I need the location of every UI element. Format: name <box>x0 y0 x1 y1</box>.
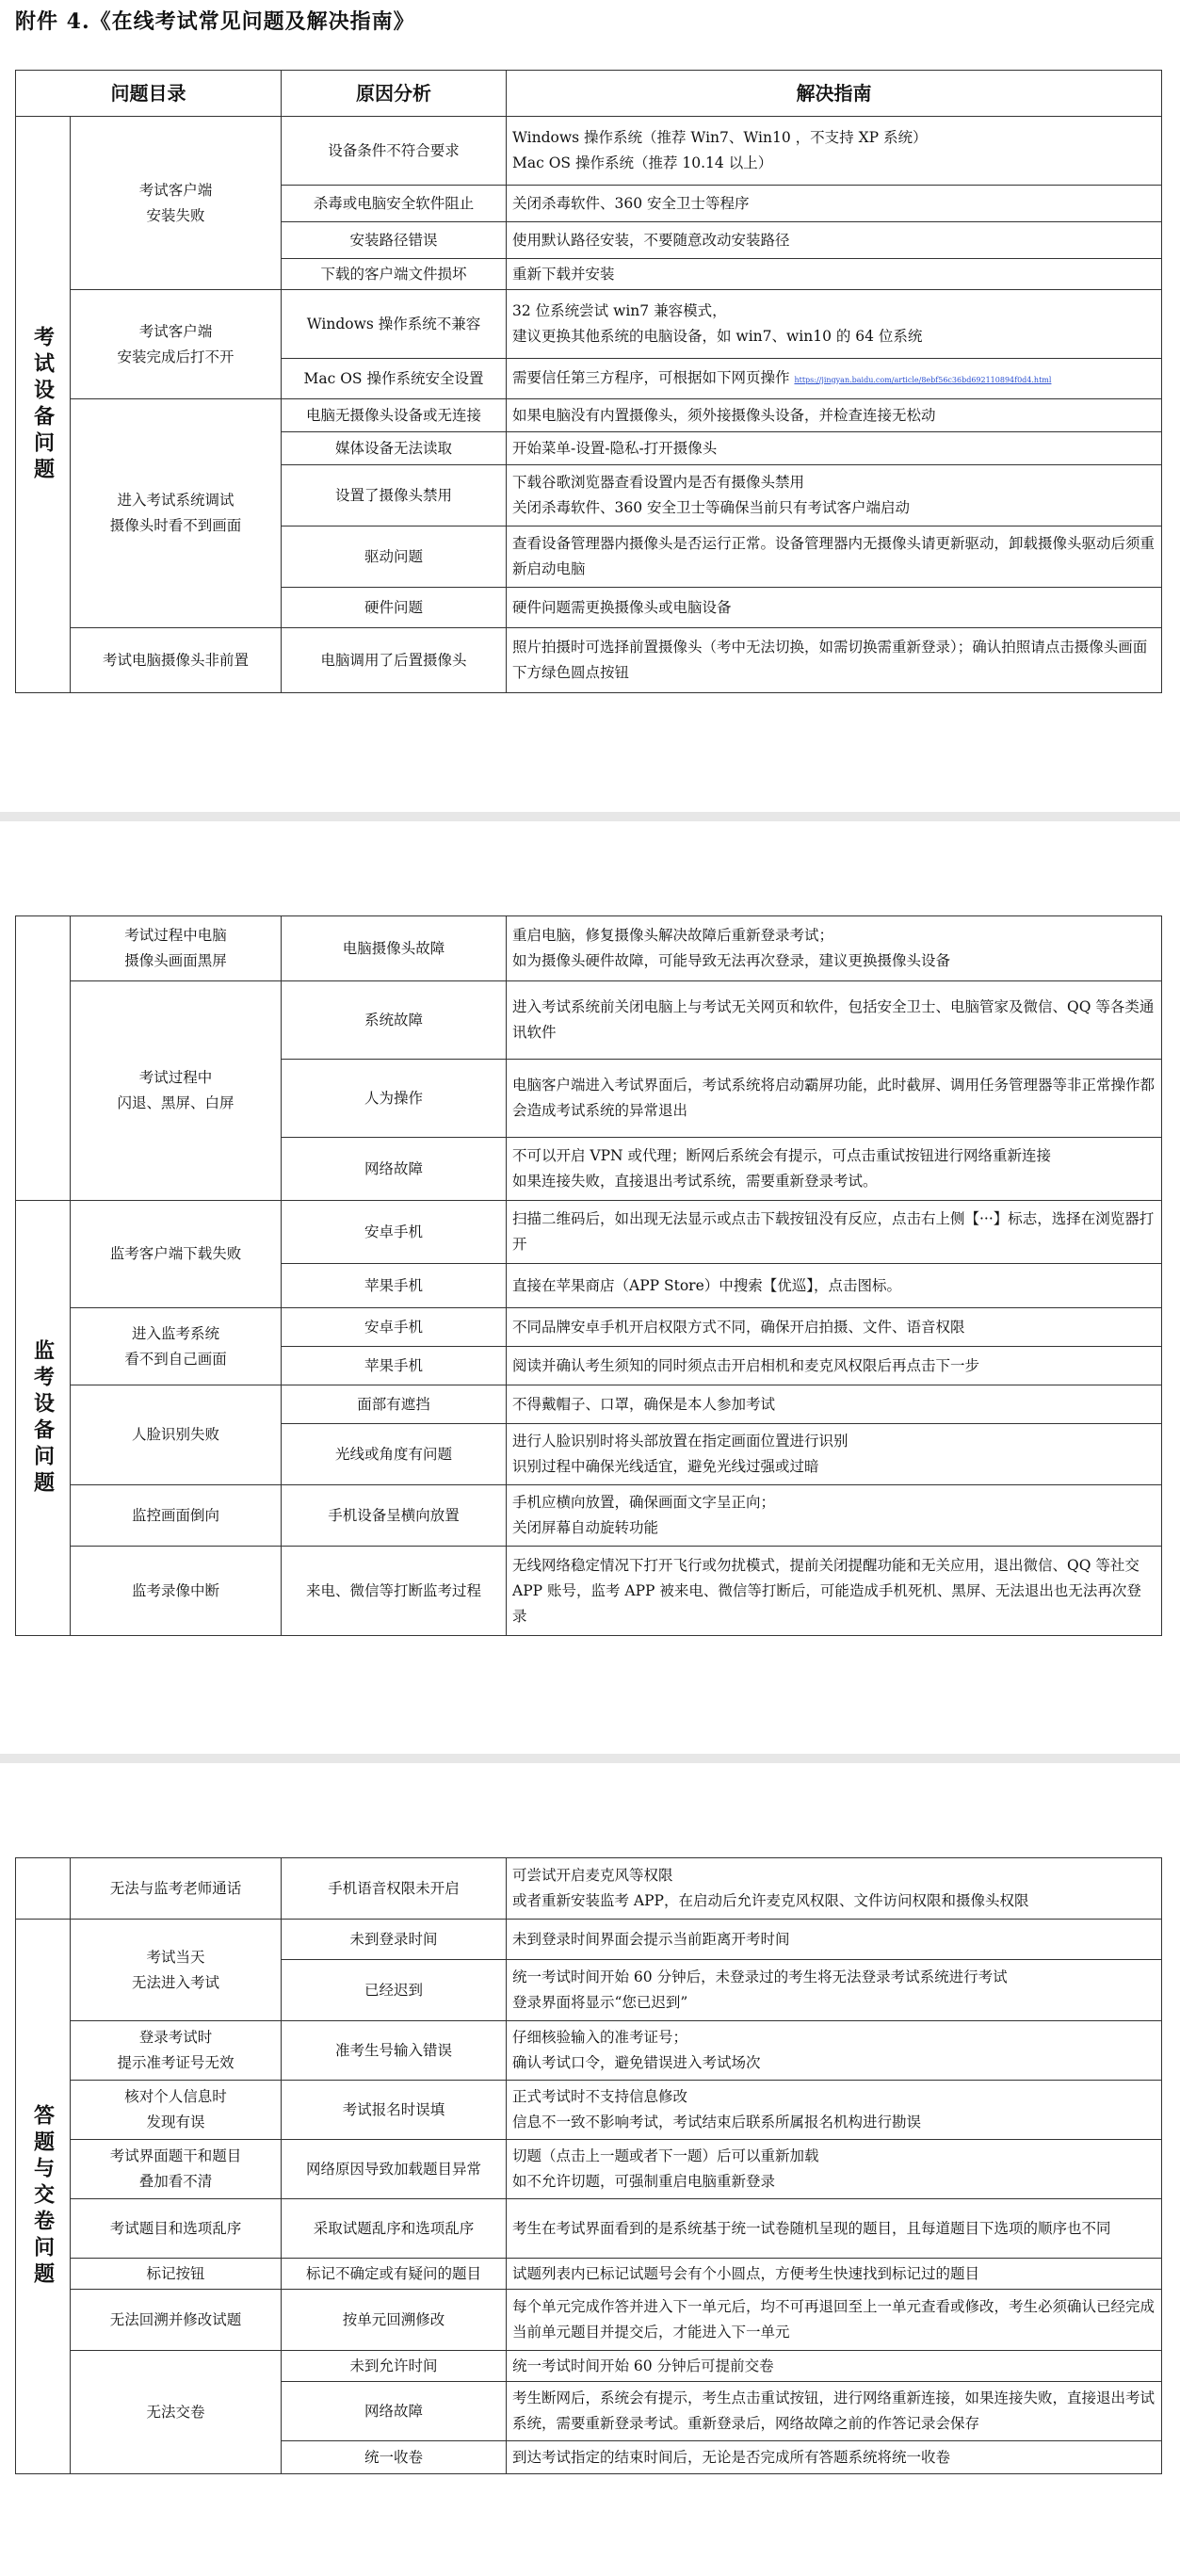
solution-cell: 每个单元完成作答并进入下一单元后，均不可再退回至上一单元查看或修改，考生必须确认已经完成当前单元题目并提交后，才能进入下一单元 <box>507 2290 1162 2351</box>
problem-cell: 无法交卷 <box>71 2351 282 2474</box>
page-1 <box>0 0 1180 810</box>
page-2 <box>0 821 1180 1752</box>
page-separator <box>0 812 1180 821</box>
solution-cell <box>507 290 1162 359</box>
solution-cell: 到达考试指定的结束时间后，无论是否完成所有答题系统将统一收卷 <box>507 2441 1162 2474</box>
cause-cell: 已经迟到 <box>282 1960 507 2021</box>
solution-cell: 考生断网后，系统会有提示，考生点击重试按钮，进行网络重新连接，如果连接失败，直接退出考试系统，需要重新登录考试。重新登录后，网络故障之前的作答记录会保存 <box>507 2382 1162 2441</box>
cause-cell: 设备条件不符合要求 <box>282 117 507 186</box>
solution-cell <box>507 1858 1162 1920</box>
table-row <box>16 399 1162 432</box>
solution-text: 登录界面将显示“您已迟到” <box>512 1994 688 2011</box>
header-problem: 问题目录 <box>16 71 282 117</box>
problem-text: 提示准考证号无效 <box>117 2054 234 2071</box>
problem-cell: 无法与监考老师通话 <box>71 1858 282 1920</box>
faq-table-2 <box>15 915 1162 1636</box>
solution-text: 重启电脑，修复摄像头解决故障后重新登录考试； <box>512 927 834 944</box>
cause-cell: 网络原因导致加载题目异常 <box>282 2140 507 2199</box>
table-row <box>16 1547 1162 1636</box>
cause-cell: 硬件问题 <box>282 588 507 628</box>
table-row <box>16 1385 1162 1424</box>
solution-cell: 开始菜单-设置-隐私-打开摄像头 <box>507 432 1162 465</box>
solution-text: 关闭杀毒软件、360 安全卫士等确保当前只有考试客户端启动 <box>512 499 911 516</box>
table-row <box>16 1308 1162 1347</box>
problem-cell <box>71 399 282 628</box>
solution-cell: 使用默认路径安装，不要随意改动安装路径 <box>507 222 1162 259</box>
problem-cell: 监考客户端下载失败 <box>71 1201 282 1308</box>
solution-cell <box>507 1138 1162 1201</box>
page-title: 附件 4.《在线考试常见问题及解决指南》 <box>15 9 415 34</box>
solution-cell: 不同品牌安卓手机开启权限方式不同，确保开启拍摄、文件、语音权限 <box>507 1308 1162 1347</box>
solution-cell: 考生在考试界面看到的是系统基于统一试卷随机呈现的题目，且每道题目下选项的顺序也不同 <box>507 2199 1162 2259</box>
solution-text: 或者重新安装监考 APP，在启动后允许麦克风权限、文件访问权限和摄像头权限 <box>512 1892 1029 1909</box>
table-row <box>16 916 1162 981</box>
cause-cell: 统一收卷 <box>282 2441 507 2474</box>
category-blank <box>16 916 71 1201</box>
solution-cell <box>507 916 1162 981</box>
problem-text: 叠加看不清 <box>138 2173 213 2190</box>
page-separator <box>0 1754 1180 1763</box>
table-row <box>16 1920 1162 1960</box>
faq-table-3 <box>15 1857 1162 2474</box>
table-row <box>16 1858 1162 1920</box>
problem-text: 无法进入考试 <box>131 1973 219 1991</box>
header-solution: 解决指南 <box>507 71 1162 117</box>
table-row <box>16 981 1162 1060</box>
cause-cell: 安装路径错误 <box>282 222 507 259</box>
cause-cell: 电脑调用了后置摄像头 <box>282 628 507 693</box>
solution-text: 下载谷歌浏览器查看设置内是否有摄像头禁用 <box>512 474 805 491</box>
problem-text: 闪退、黑屏、白屏 <box>117 1094 234 1111</box>
cause-cell: 光线或角度有问题 <box>282 1424 507 1485</box>
problem-cell: 考试电脑摄像头非前置 <box>71 628 282 693</box>
solution-cell: 阅读并确认考生须知的同时须点击开启相机和麦克风权限后再点击下一步 <box>507 1347 1162 1385</box>
solution-cell <box>507 117 1162 186</box>
solution-cell: 关闭杀毒软件、360 安全卫士等程序 <box>507 186 1162 222</box>
table-row <box>16 1201 1162 1264</box>
table-row <box>16 117 1162 186</box>
solution-cell: 查看设备管理器内摄像头是否运行正常。设备管理器内无摄像头请更新驱动，卸载摄像头驱动后须重新启动电脑 <box>507 527 1162 588</box>
problem-cell: 监考录像中断 <box>71 1547 282 1636</box>
solution-cell: 未到登录时间界面会提示当前距离开考时间 <box>507 1920 1162 1960</box>
problem-text: 考试界面题干和题目 <box>109 2147 242 2164</box>
problem-cell: 无法回溯并修改试题 <box>71 2290 282 2351</box>
problem-text: 核对个人信息时 <box>124 2088 227 2105</box>
solution-cell: 重新下载并安装 <box>507 259 1162 290</box>
cause-cell: 系统故障 <box>282 981 507 1060</box>
page-3 <box>0 1763 1180 2576</box>
problem-cell: 人脸识别失败 <box>71 1385 282 1485</box>
cause-cell: 手机设备呈横向放置 <box>282 1485 507 1547</box>
cause-cell: 杀毒或电脑安全软件阻止 <box>282 186 507 222</box>
solution-cell: 无线网络稳定情况下打开飞行或勿扰模式，提前关闭提醒功能和无关应用，退出微信、QQ 等社交 APP 账号，监考 APP 被来电、微信等打断后，可能造成手机死机、黑屏、无法退出也无法再次登录 <box>507 1547 1162 1636</box>
cause-cell: 未到登录时间 <box>282 1920 507 1960</box>
cause-cell: 下载的客户端文件损坏 <box>282 259 507 290</box>
cause-cell: 面部有遮挡 <box>282 1385 507 1424</box>
table-row <box>16 2021 1162 2081</box>
solution-cell: 试题列表内已标记试题号会有个小圆点，方便考生快速找到标记过的题目 <box>507 2259 1162 2290</box>
table-header-row <box>16 71 1162 117</box>
cause-cell: 网络故障 <box>282 1138 507 1201</box>
solution-cell: 直接在苹果商店（APP Store）中搜索【优巡】，点击图标。 <box>507 1264 1162 1308</box>
table-row <box>16 1485 1162 1547</box>
solution-text: 如不允许切题，可强制重启电脑重新登录 <box>512 2173 776 2190</box>
category-blank <box>16 1858 71 1920</box>
solution-cell <box>507 1960 1162 2021</box>
cause-cell: 安卓手机 <box>282 1201 507 1264</box>
cause-cell: 电脑摄像头故障 <box>282 916 507 981</box>
cause-cell: 苹果手机 <box>282 1347 507 1385</box>
problem-cell: 标记按钮 <box>71 2259 282 2290</box>
solution-cell <box>507 2021 1162 2081</box>
cause-cell: 考试报名时误填 <box>282 2081 507 2140</box>
problem-text: 摄像头画面黑屏 <box>124 952 227 969</box>
problem-cell: 监控画面倒向 <box>71 1485 282 1547</box>
solution-cell <box>507 1485 1162 1547</box>
cause-cell: 标记不确定或有疑问的题目 <box>282 2259 507 2290</box>
solution-cell: 如果电脑没有内置摄像头，须外接摄像头设备，并检查连接无松动 <box>507 399 1162 432</box>
cause-cell: 人为操作 <box>282 1060 507 1138</box>
problem-cell <box>71 117 282 290</box>
solution-text: 需要信任第三方程序，可根据如下网页操作 <box>512 368 790 386</box>
problem-cell <box>71 2140 282 2199</box>
table-row <box>16 290 1162 359</box>
category-label: 监考设备问题 <box>16 1201 71 1636</box>
table-row <box>16 2351 1162 2382</box>
solution-text: Windows 操作系统（推荐 Win7、Win10 ，不支持 XP 系统） <box>512 129 928 146</box>
solution-cell <box>507 2140 1162 2199</box>
cause-cell: 电脑无摄像头设备或无连接 <box>282 399 507 432</box>
solution-cell <box>507 2081 1162 2140</box>
category-label: 答题与交卷问题 <box>16 1920 71 2474</box>
solution-text: 仔细核验输入的准考证号； <box>512 2029 688 2046</box>
solution-text: 统一考试时间开始 60 分钟后，未登录过的考生将无法登录考试系统进行考试 <box>512 1968 1008 1985</box>
problem-text: 登录考试时 <box>138 2029 213 2046</box>
problem-text: 进入考试系统调试 <box>117 492 234 509</box>
tutorial-link[interactable]: https://jingyan.baidu.com/article/8ebf56c36bd692110894f0d4.html <box>794 375 1052 384</box>
table-row <box>16 2290 1162 2351</box>
problem-text: 摄像头时看不到画面 <box>109 517 242 534</box>
problem-cell <box>71 1920 282 2021</box>
cause-cell: 设置了摄像头禁用 <box>282 465 507 527</box>
solution-cell: 硬件问题需更换摄像头或电脑设备 <box>507 588 1162 628</box>
cause-cell: 手机语音权限未开启 <box>282 1858 507 1920</box>
solution-text: 信息不一致不影响考试，考试结束后联系所属报名机构进行勘误 <box>512 2114 922 2130</box>
solution-text: 关闭屏幕自动旋转功能 <box>512 1519 659 1536</box>
solution-cell <box>507 465 1162 527</box>
solution-cell: 统一考试时间开始 60 分钟后可提前交卷 <box>507 2351 1162 2382</box>
solution-text: 正式考试时不支持信息修改 <box>512 2088 688 2105</box>
solution-text: 不可以开启 VPN 或代理；断网后系统会有提示，可点击重试按钮进行网络重新连接 <box>512 1147 1052 1164</box>
solution-text: 识别过程中确保光线适宜，避免光线过强或过暗 <box>512 1458 819 1475</box>
solution-text: 32 位系统尝试 win7 兼容模式， <box>512 302 727 319</box>
solution-text: 确认考试口令，避免错误进入考试场次 <box>512 2054 761 2071</box>
problem-text: 看不到自己画面 <box>124 1350 227 1368</box>
solution-cell <box>507 359 1162 399</box>
problem-text: 发现有误 <box>146 2114 205 2130</box>
solution-text: Mac OS 操作系统（推荐 10.14 以上） <box>512 154 773 171</box>
cause-cell: Windows 操作系统不兼容 <box>282 290 507 359</box>
problem-text: 考试客户端 <box>138 322 213 340</box>
category-label: 考试设备问题 <box>16 117 71 693</box>
table-row <box>16 2140 1162 2199</box>
problem-text: 考试客户端 <box>138 181 213 199</box>
solution-text: 手机应横向放置，确保画面文字呈正向； <box>512 1494 776 1511</box>
table-row <box>16 2199 1162 2259</box>
solution-cell: 进入考试系统前关闭电脑上与考试无关网页和软件，包括安全卫士、电脑管家及微信、QQ 等各类通讯软件 <box>507 981 1162 1060</box>
cause-cell: Mac OS 操作系统安全设置 <box>282 359 507 399</box>
solution-text: 如为摄像头硬件故障，可能导致无法再次登录，建议更换摄像头设备 <box>512 952 951 969</box>
faq-table-1 <box>15 70 1162 693</box>
problem-text: 进入监考系统 <box>131 1324 219 1342</box>
solution-cell: 扫描二维码后，如出现无法显示或点击下载按钮没有反应，点击右上侧【···】标志，选择在浏览器打开 <box>507 1201 1162 1264</box>
solution-cell <box>507 1424 1162 1485</box>
cause-cell: 准考生号输入错误 <box>282 2021 507 2081</box>
solution-cell: 电脑客户端进入考试界面后，考试系统将启动霸屏功能，此时截屏、调用任务管理器等非正常操作都会造成考试系统的异常退出 <box>507 1060 1162 1138</box>
cause-cell: 媒体设备无法读取 <box>282 432 507 465</box>
problem-cell <box>71 2081 282 2140</box>
cause-cell: 未到允许时间 <box>282 2351 507 2382</box>
cause-cell: 按单元回溯修改 <box>282 2290 507 2351</box>
header-cause: 原因分析 <box>282 71 507 117</box>
solution-text: 如果连接失败，直接退出考试系统，需要重新登录考试。 <box>512 1173 878 1190</box>
cause-cell: 网络故障 <box>282 2382 507 2441</box>
table-row <box>16 2259 1162 2290</box>
problem-text: 考试过程中 <box>138 1069 213 1086</box>
cause-cell: 驱动问题 <box>282 527 507 588</box>
problem-cell: 考试题目和选项乱序 <box>71 2199 282 2259</box>
problem-cell <box>71 981 282 1201</box>
solution-text: 建议更换其他系统的电脑设备，如 win7、win10 的 64 位系统 <box>512 328 923 345</box>
cause-cell: 采取试题乱序和选项乱序 <box>282 2199 507 2259</box>
cause-cell: 安卓手机 <box>282 1308 507 1347</box>
problem-cell <box>71 1308 282 1385</box>
problem-text: 考试过程中电脑 <box>124 927 227 944</box>
problem-cell <box>71 2021 282 2081</box>
solution-text: 进行人脸识别时将头部放置在指定画面位置进行识别 <box>512 1433 849 1450</box>
solution-cell: 不得戴帽子、口罩，确保是本人参加考试 <box>507 1385 1162 1424</box>
table-row <box>16 2081 1162 2140</box>
solution-text: 切题（点击上一题或者下一题）后可以重新加载 <box>512 2147 819 2164</box>
cause-cell: 苹果手机 <box>282 1264 507 1308</box>
solution-text: 可尝试开启麦克风等权限 <box>512 1867 673 1884</box>
problem-cell <box>71 916 282 981</box>
cause-cell: 来电、微信等打断监考过程 <box>282 1547 507 1636</box>
problem-text: 安装失败 <box>146 206 205 224</box>
problem-text: 考试当天 <box>146 1948 205 1966</box>
problem-text: 安装完成后打不开 <box>117 348 234 365</box>
problem-cell <box>71 290 282 399</box>
table-row <box>16 628 1162 693</box>
solution-cell: 照片拍摄时可选择前置摄像头（考中无法切换，如需切换需重新登录）；确认拍照请点击摄像头画面下方绿色圆点按钮 <box>507 628 1162 693</box>
